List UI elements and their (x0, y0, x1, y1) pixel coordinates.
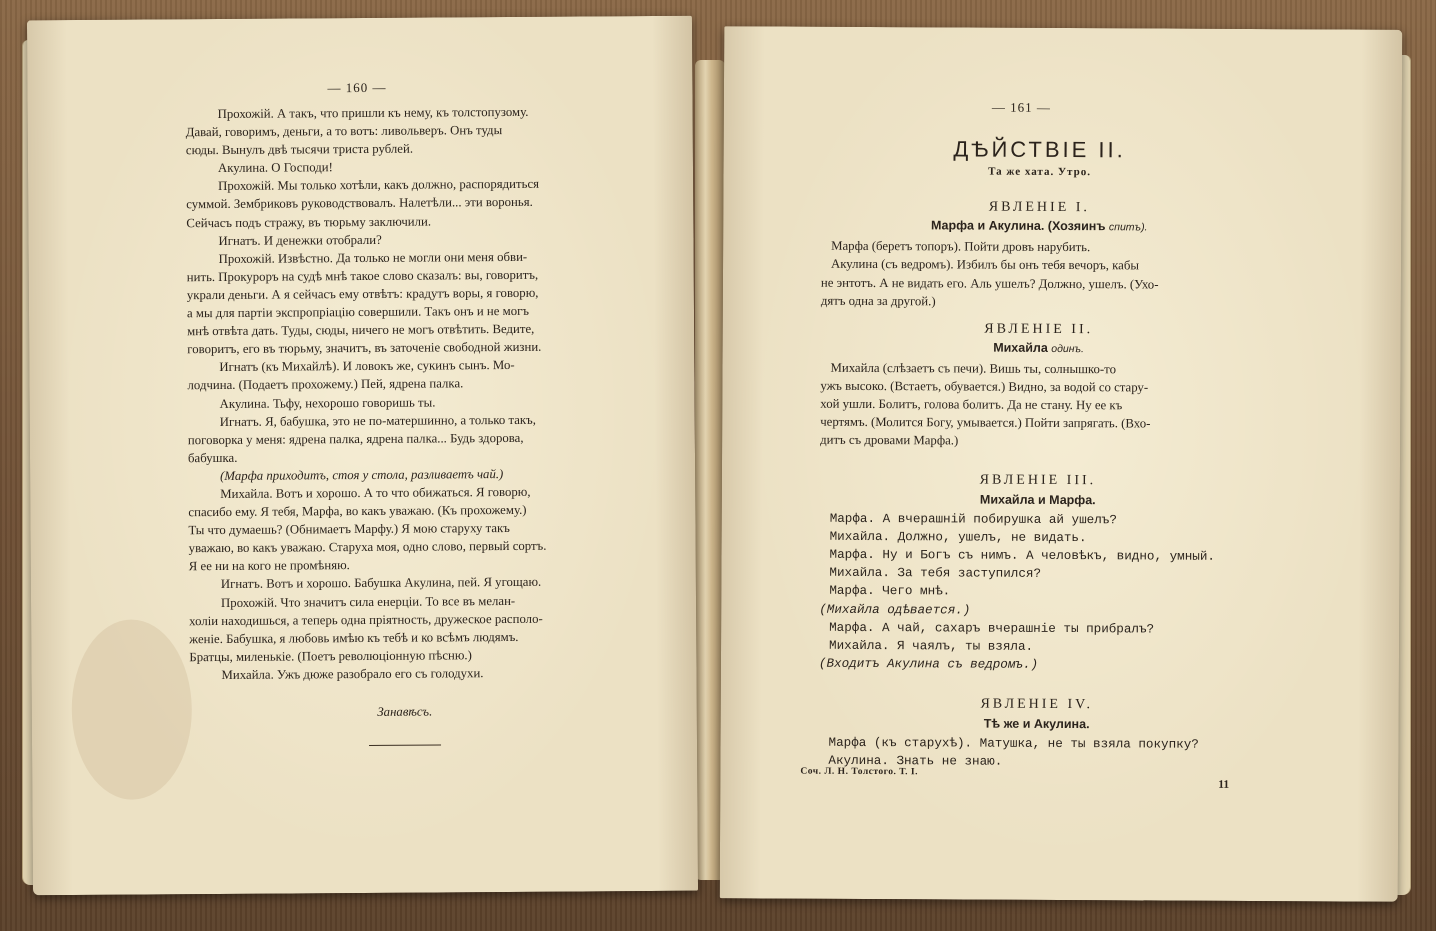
text-line: Ты что думаешь? (Обнимаетъ Марфу.) Я мою старуху такъ (188, 521, 510, 538)
text-line: Марфа. А чай, сахаръ вчерашніе ты прибралъ? (829, 620, 1155, 637)
cast-note: одинъ. (1051, 342, 1085, 355)
text-line: Акулина. Тьфу, нехорошо говоришь ты. (219, 394, 436, 411)
text-line: а мы для партіи экспропріацію совершили. Такъ онъ и не могъ (186, 303, 529, 321)
text-line: (Марфа приходитъ, стоя у стола, разливаетъ чай.) (220, 466, 504, 483)
scene-title: ЯВЛЕНІЕ II. (984, 321, 1094, 337)
scene-title: ЯВЛЕНІЕ I. (988, 199, 1090, 216)
cast-names: Михайла (993, 340, 1048, 355)
text-line: суммой. Зембриковъ руководствовалъ. Налетѣли... эти воронья. (186, 195, 533, 212)
scene-lines (820, 359, 1256, 452)
text-line: Марфа (беретъ топоръ). Пойти дровъ нарубить. (831, 239, 1091, 255)
left-page-lines (186, 102, 620, 684)
act-setting: Та же хата. Утро. (988, 165, 1091, 179)
signature-number: 11 (1218, 778, 1230, 791)
text-line: Игнатъ. Вотъ и хорошо. Бабушка Акулина, пей. Я угощаю. (220, 575, 542, 592)
text-line: Игнатъ. Я, бабушка, это не по-матершинно, а только такъ, (219, 412, 536, 429)
text-line: украли деньги. А я сейчасъ ему отвѣтъ: крадутъ воры, я говорю, (186, 285, 539, 303)
right-page-text (818, 130, 1257, 772)
text-line: Прохожій. А такъ, что пришли къ нему, къ толстопузому. (217, 104, 529, 122)
text-line: сюды. Вынулъ двѣ тысячи триста рублей. (185, 141, 414, 158)
text-line: Я ее ни на кого не промѣняю. (188, 558, 350, 574)
text-line: (Входитъ Акулина съ ведромъ.) (818, 656, 1039, 673)
text-line: Акулина. Знать не знаю. (828, 753, 1003, 769)
scene-cast (821, 216, 1257, 237)
text-line: Михайла. Вотъ и хорошо. А то что обижаться. Я говорю, (220, 484, 531, 501)
scene-cast: Тѣ же и Акулина. (983, 716, 1090, 731)
text-line: женіе. Бабушка, я любовь имѣю къ тебѣ и ко всѣмъ людямъ. (189, 629, 519, 646)
text-line: Марфа (къ старухѣ). Матушка, не ты взяла покупку? (828, 735, 1199, 752)
text-line: Марфа. Чего мнѣ. (829, 584, 951, 599)
text-line: чертямъ. (Молится Богу, умывается.) Пойти запрягать. (Вхо- (820, 414, 1151, 431)
text-line: (Михайла одѣвается.) (819, 602, 971, 618)
text-line: бабушка. (187, 450, 238, 465)
spacer (819, 673, 1255, 687)
text-line: уважаю, во какъ уважаю. Старуха моя, одно слово, первый сортъ. (188, 538, 547, 556)
text-line: нить. Прокуроръ на судѣ мнѣ такое слово сказалъ: вы, говоритъ, (186, 267, 539, 285)
text-line: Михайла. Ужъ дюже разобрало его съ голодухи. (221, 666, 484, 682)
text-line: Михайла. За тебя заступился? (829, 565, 1042, 582)
text-line: хой ушли. Болитъ, голова болитъ. Да не стану. Ну ее къ (820, 396, 1123, 413)
text-line: дятъ одна за другой.) (820, 293, 936, 308)
cast-note: спитъ). (1108, 221, 1148, 234)
text-line: мнѣ отвѣта дать. Туды, сюды, ничего не могъ отвѣтить. Ведите, (187, 321, 535, 339)
page-number-left: — 160 — (327, 79, 387, 96)
text-line: Игнатъ (къ Михайлѣ). И ловокъ же, сукинъ сынъ. Мо- (219, 358, 515, 375)
scene-cast (821, 338, 1257, 359)
text-line: Прохожій. Мы только хотѣли, какъ должно, распорядиться (218, 177, 540, 194)
text-line: Акулина. О Господи! (217, 160, 333, 176)
text-line: лодчина. (Подаетъ прохожему.) Пей, ядрена палка. (187, 376, 464, 393)
scene-lines (821, 237, 1257, 312)
cast-names: Марфа и Акулина. (Хозяинъ (930, 218, 1106, 234)
page-footer: Соч. Л. Н. Толстого. Т. I. (800, 766, 919, 778)
text-line: холіи находишься, а теперь одна пріятность, дружеское располо- (189, 611, 543, 628)
text-line: Сейчасъ подъ стражу, въ тюрьму заключили. (186, 214, 432, 230)
text-line: Михайла. Должно, ушелъ, не видать. (829, 529, 1087, 545)
text-line: Марфа. А вчерашній побирушка ай ушелъ? (829, 511, 1117, 527)
text-line: ужъ высоко. (Встаетъ, обувается.) Видно, за водой со стару- (820, 378, 1149, 395)
act-title: ДѢЙСТВІЕ II. (953, 136, 1126, 163)
text-line: Братцы, миленькіе. (Поетъ революціонную пѣсню.) (189, 648, 472, 665)
curtain-text: Занавѣсъ. (377, 704, 433, 719)
text-line: Прохожій. Что значитъ сила енерціи. То все въ мелан- (220, 593, 516, 610)
text-line: спасибо ему. Я тебя, Марфа, во какъ уважаю. (Къ прохожему.) (188, 502, 527, 520)
text-line: Акулина (съ ведромъ). Избилъ бы онъ тебя вечоръ, кабы (831, 257, 1139, 273)
text-line: Михайла. Я чаялъ, ты взяла. (829, 638, 1034, 654)
scene-title: ЯВЛЕНІЕ IV. (980, 697, 1094, 713)
right-page (720, 26, 1403, 902)
text-line: поговорка у меня: ядрена палка, ядрена палка... Будь здорова, (187, 430, 524, 447)
text-line: говоритъ, его въ тюрьму, значитъ, въ заточеніе свободной жизни. (187, 339, 542, 357)
text-line: Игнатъ. И денежки отобрали? (218, 232, 382, 248)
scene-cast: Михайла и Марфа. (979, 492, 1096, 507)
page-stain (71, 619, 192, 800)
text-line: Прохожій. Извѣстно. Да только не могли они меня обви- (218, 249, 528, 266)
page-number-right: — 161 — (991, 99, 1051, 115)
end-rule (369, 745, 441, 747)
scene-lines (819, 509, 1256, 675)
text-line: не энтотъ. А не видать его. Аль ушелъ? Должно, ушелъ. (Ухо- (820, 275, 1159, 292)
text-line: Марфа. Ну и Богъ съ нимъ. А человѣкъ, видно, умный. (829, 547, 1215, 564)
left-page-text (186, 102, 620, 747)
text-line: дитъ съ дровами Марфа.) (820, 433, 959, 448)
spacer (820, 449, 1256, 463)
scene-title: ЯВЛЕНІЕ III. (979, 472, 1097, 489)
text-line: Давай, говоримъ, деньги, а то вотъ: ливольверъ. Онъ туды (185, 123, 503, 140)
text-line: Михайла (слѣзаетъ съ печи). Вишь ты, солнышко-то (830, 360, 1117, 377)
left-page (27, 16, 698, 896)
